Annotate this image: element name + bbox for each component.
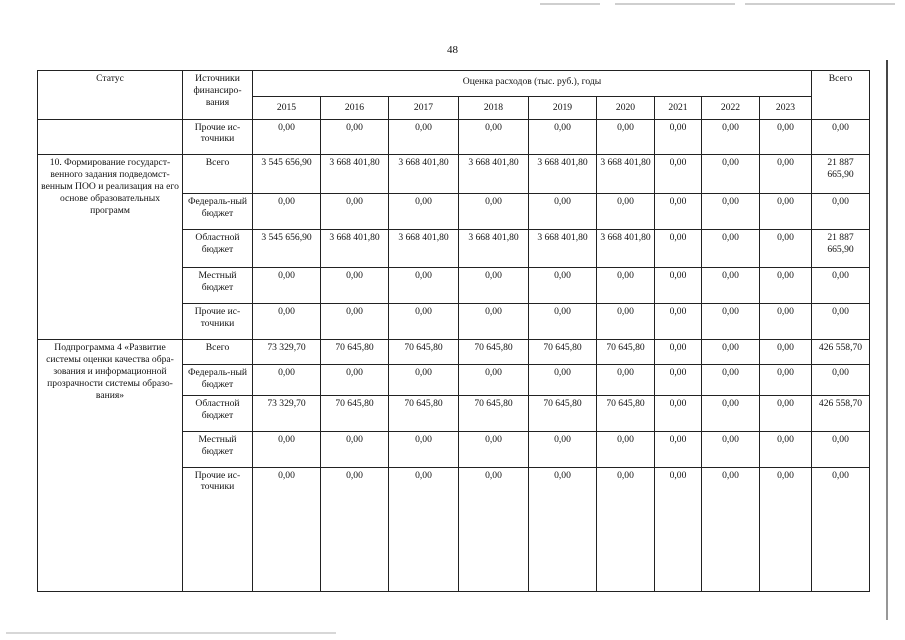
cell-source: Областной бюджет (183, 230, 253, 268)
cell-value: 0,00 (389, 194, 459, 230)
cell-value: 0,00 (702, 467, 760, 592)
cell-value: 3 668 401,80 (597, 155, 655, 194)
cell-value: 0,00 (529, 467, 597, 592)
cell-value: 70 645,80 (597, 395, 655, 431)
cell-value: 0,00 (253, 268, 321, 304)
cell-value: 70 645,80 (321, 339, 389, 364)
cell-value: 0,00 (655, 339, 702, 364)
cell-value: 0,00 (459, 365, 529, 396)
cell-value: 0,00 (760, 467, 812, 592)
cell-total: 0,00 (812, 467, 870, 592)
cell-value: 0,00 (655, 431, 702, 467)
cell-total: 0,00 (812, 268, 870, 304)
cell-value: 70 645,80 (321, 395, 389, 431)
cell-value: 0,00 (253, 365, 321, 396)
cell-value: 0,00 (597, 119, 655, 155)
cell-value: 0,00 (702, 268, 760, 304)
cell-source: Федераль-ный бюджет (183, 194, 253, 230)
cell-value: 0,00 (655, 268, 702, 304)
cell-value: 3 668 401,80 (529, 230, 597, 268)
cell-value: 0,00 (760, 119, 812, 155)
cell-value: 0,00 (597, 431, 655, 467)
cell-value: 70 645,80 (529, 339, 597, 364)
cell-status: Подпрограмма 4 «Развитие системы оценки качества обра-зования и информационной прозрачности системы образо-вания» (38, 339, 183, 591)
cell-value: 0,00 (459, 268, 529, 304)
cell-value: 0,00 (459, 194, 529, 230)
cell-total: 0,00 (812, 431, 870, 467)
cell-value: 0,00 (702, 230, 760, 268)
header-year: 2015 (253, 97, 321, 119)
cell-value: 0,00 (389, 467, 459, 592)
cell-value: 0,00 (655, 119, 702, 155)
cell-value: 3 668 401,80 (321, 230, 389, 268)
cell-value: 0,00 (702, 119, 760, 155)
cell-value: 0,00 (321, 304, 389, 340)
table-row (38, 119, 870, 155)
cell-value: 0,00 (655, 365, 702, 396)
table-row (38, 155, 870, 194)
cell-value: 0,00 (760, 395, 812, 431)
cell-value: 0,00 (597, 268, 655, 304)
cell-value: 0,00 (389, 431, 459, 467)
header-estimate: Оценка расходов (тыс. руб.), годы (253, 71, 812, 97)
cell-value: 0,00 (655, 155, 702, 194)
cell-value: 0,00 (760, 365, 812, 396)
cell-value: 0,00 (459, 304, 529, 340)
cell-value: 3 545 656,90 (253, 230, 321, 268)
cell-source: Всего (183, 339, 253, 364)
cell-total: 0,00 (812, 365, 870, 396)
cell-value: 0,00 (760, 304, 812, 340)
cell-value: 0,00 (597, 467, 655, 592)
cell-value: 0,00 (702, 365, 760, 396)
cell-value: 0,00 (253, 467, 321, 592)
cell-value: 0,00 (597, 365, 655, 396)
header-year: 2018 (459, 97, 529, 119)
cell-value: 0,00 (389, 119, 459, 155)
cell-value: 0,00 (321, 365, 389, 396)
cell-value: 0,00 (655, 194, 702, 230)
cell-value: 0,00 (389, 268, 459, 304)
cell-value: 0,00 (655, 304, 702, 340)
cell-value: 0,00 (655, 467, 702, 592)
cell-source: Федераль-ный бюджет (183, 365, 253, 396)
scan-artifact (745, 3, 895, 5)
cell-value: 0,00 (702, 194, 760, 230)
cell-total: 21 887 665,90 (812, 230, 870, 268)
cell-value: 3 668 401,80 (321, 155, 389, 194)
cell-value: 0,00 (529, 365, 597, 396)
cell-source: Прочие ис-точники (183, 304, 253, 340)
cell-value: 73 329,70 (253, 395, 321, 431)
cell-value: 0,00 (459, 119, 529, 155)
cell-status: 10. Формирование государст-венного задания подведомст-венным ПОО и реализация на его основе образовательных программ (38, 155, 183, 340)
cell-value: 3 668 401,80 (459, 155, 529, 194)
cell-value: 0,00 (760, 339, 812, 364)
cell-value: 0,00 (253, 304, 321, 340)
cell-value: 0,00 (389, 304, 459, 340)
cell-value: 70 645,80 (459, 395, 529, 431)
header-year: 2022 (702, 97, 760, 119)
cell-total: 426 558,70 (812, 339, 870, 364)
cell-source: Местный бюджет (183, 431, 253, 467)
cell-value: 0,00 (321, 268, 389, 304)
header-sources: Источники финансиро-вания (183, 71, 253, 120)
cell-source: Прочие ис-точники (183, 467, 253, 592)
cell-value: 0,00 (760, 268, 812, 304)
cell-value: 0,00 (597, 304, 655, 340)
page-number: 48 (447, 44, 458, 56)
table-row (38, 339, 870, 364)
header-year: 2016 (321, 97, 389, 119)
cell-source: Прочие ис-точники (183, 119, 253, 155)
cell-value: 73 329,70 (253, 339, 321, 364)
cell-value: 0,00 (253, 431, 321, 467)
cell-total: 21 887 665,90 (812, 155, 870, 194)
header-total: Всего (812, 71, 870, 120)
cell-value: 0,00 (760, 431, 812, 467)
cell-total: 0,00 (812, 194, 870, 230)
cell-value: 0,00 (702, 395, 760, 431)
header-year: 2021 (655, 97, 702, 119)
cell-total: 426 558,70 (812, 395, 870, 431)
cell-value: 0,00 (702, 155, 760, 194)
cell-source: Областной бюджет (183, 395, 253, 431)
cell-value: 0,00 (760, 194, 812, 230)
scan-artifact (540, 3, 600, 5)
cell-value: 0,00 (529, 304, 597, 340)
budget-table (37, 70, 870, 592)
cell-value: 0,00 (321, 119, 389, 155)
cell-value: 70 645,80 (389, 395, 459, 431)
cell-value: 3 545 656,90 (253, 155, 321, 194)
cell-value: 70 645,80 (597, 339, 655, 364)
cell-value: 0,00 (529, 268, 597, 304)
header-year: 2023 (760, 97, 812, 119)
cell-value: 0,00 (459, 431, 529, 467)
cell-value: 0,00 (253, 119, 321, 155)
cell-value: 0,00 (655, 230, 702, 268)
cell-value: 0,00 (321, 467, 389, 592)
cell-value: 3 668 401,80 (459, 230, 529, 268)
cell-value: 3 668 401,80 (597, 230, 655, 268)
cell-value: 0,00 (253, 194, 321, 230)
cell-status-empty (38, 119, 183, 155)
cell-value: 3 668 401,80 (529, 155, 597, 194)
cell-source: Всего (183, 155, 253, 194)
cell-value: 3 668 401,80 (389, 155, 459, 194)
cell-total: 0,00 (812, 119, 870, 155)
cell-value: 0,00 (389, 365, 459, 396)
cell-value: 0,00 (321, 431, 389, 467)
cell-value: 3 668 401,80 (389, 230, 459, 268)
cell-value: 0,00 (702, 431, 760, 467)
cell-value: 70 645,80 (389, 339, 459, 364)
cell-value: 70 645,80 (529, 395, 597, 431)
scan-artifact (6, 632, 336, 634)
header-status: Статус (38, 71, 183, 120)
cell-value: 0,00 (321, 194, 389, 230)
scan-edge (886, 60, 888, 620)
cell-value: 0,00 (529, 431, 597, 467)
cell-value: 0,00 (655, 395, 702, 431)
cell-value: 0,00 (760, 155, 812, 194)
cell-total: 0,00 (812, 304, 870, 340)
scan-artifact (615, 3, 735, 5)
cell-value: 0,00 (760, 230, 812, 268)
cell-value: 0,00 (529, 194, 597, 230)
cell-value: 0,00 (529, 119, 597, 155)
cell-source: Местный бюджет (183, 268, 253, 304)
cell-value: 0,00 (702, 339, 760, 364)
header-year: 2020 (597, 97, 655, 119)
cell-value: 0,00 (459, 467, 529, 592)
header-year: 2019 (529, 97, 597, 119)
header-year: 2017 (389, 97, 459, 119)
cell-value: 70 645,80 (459, 339, 529, 364)
cell-value: 0,00 (702, 304, 760, 340)
cell-value: 0,00 (597, 194, 655, 230)
